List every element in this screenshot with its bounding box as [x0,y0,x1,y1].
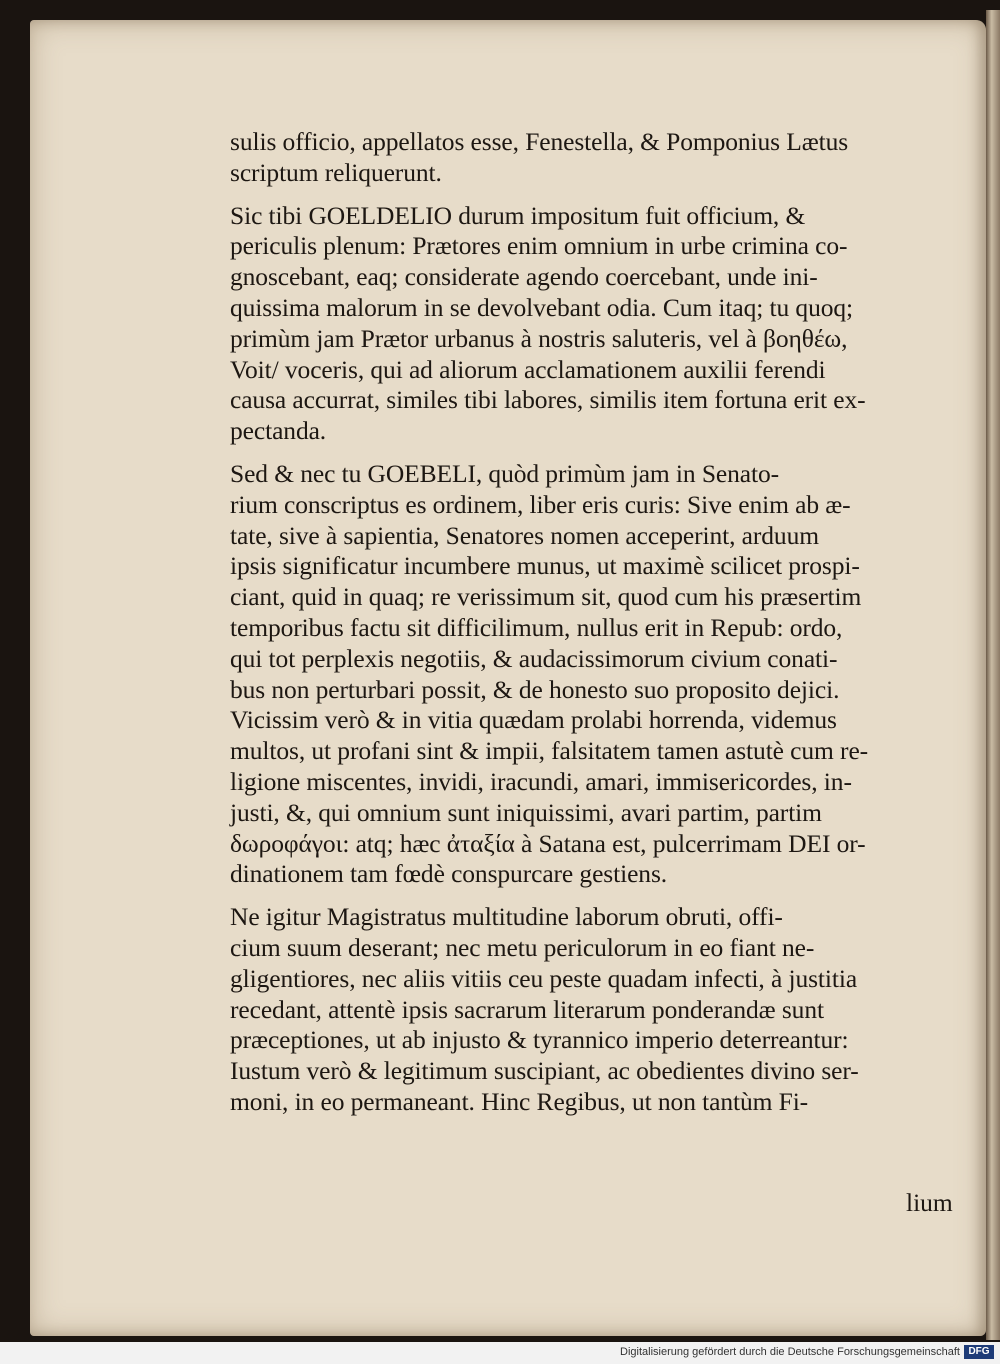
text-line: recedant, attentè ipsis sacrarum literarum ponderandæ sunt [230,994,824,1024]
text-line: Voit/ voceris, qui ad aliorum acclamationem auxilii ferendi [230,354,826,384]
paragraph [230,201,972,447]
text-line: Vicissim verò & in vitia quædam prolabi horrenda, videmus [230,705,837,735]
text-line: Ne igitur Magistratus multitudine laborum obruti, offi- [230,902,783,932]
text-line: temporibus factu sit difficilimum, nullus erit in Repub: ordo, [230,612,843,642]
text-line: ciant, quid in quaq; re verissimum sit, quod cum his præsertim [230,582,862,612]
text-line: rium conscriptus es ordinem, liber eris curis: Sive enim ab æ- [230,489,851,519]
text-line: scriptum reliquerunt. [230,157,442,187]
paragraph [230,902,972,1118]
text-line: tate, sive à sapientia, Senatores nomen acceperint, arduum [230,520,819,550]
text-line: qui tot perplexis negotiis, & audacissimorum civium conati- [230,643,838,673]
paragraph [230,127,972,189]
text-line: Sic tibi GOELDELIO durum impositum fuit officium, & [230,200,806,230]
text-line: periculis plenum: Prætores enim omnium in urbe crimina co- [230,231,848,261]
text-line: pectanda. [230,416,327,446]
text-line: multos, ut profani sint & impii, falsitatem tamen astutè cum re- [230,736,869,766]
text-line: δωροφάγοι: atq; hæc ἀταξία à Satana est, pulcerrimam DEI or- [230,828,866,858]
text-line: moni, in eo permaneant. Hinc Regibus, ut non tantùm Fi- [230,1086,809,1116]
text-line: dinationem tam fœdè conspurcare gestiens. [230,859,668,889]
catchword: lium [906,1188,953,1217]
text-line: Iustum verò & legitimum suscipiant, ac obedientes divino ser- [230,1056,859,1086]
text-line: Sed & nec tu GOEBELI, quòd primùm jam in Senato- [230,458,780,488]
text-line: primùm jam Prætor urbanus à nostris saluteris, vel à βοηθέω, [230,323,848,353]
dfg-logo: DFG [964,1345,994,1359]
text-line: cium suum deserant; nec metu periculorum in eo fiant ne- [230,932,815,962]
text-line: justi, &, qui omnium sunt iniquissimi, avari partim, partim [230,797,822,827]
page-edge [986,10,1000,1340]
paragraph [230,459,972,890]
text-line: bus non perturbari possit, & de honesto suo proposito dejici. [230,674,840,704]
text-line: sulis officio, appellatos esse, Fenestella, & Pomponius Lætus [230,127,849,156]
page-text [230,127,972,1118]
footer-credit: Digitalisierung gefördert durch die Deutsche Forschungsgemeinschaft [620,1346,960,1358]
text-line: præceptiones, ut ab injusto & tyrannico imperio deterreantur: [230,1025,849,1055]
text-line: gligentiores, nec aliis vitiis ceu peste quadam infecti, à justitia [230,963,858,993]
text-line: ipsis significatur incumbere munus, ut maximè scilicet prospi- [230,551,860,581]
text-line: gnoscebant, eaq; considerate agendo coercebant, unde ini- [230,262,818,292]
text-line: ligione miscentes, invidi, iracundi, amari, immisericordes, in- [230,766,852,796]
text-line: causa accurrat, similes tibi labores, similis item fortuna erit ex- [230,385,866,415]
text-line: quissima malorum in se devolvebant odia. Cum itaq; tu quoq; [230,292,854,322]
